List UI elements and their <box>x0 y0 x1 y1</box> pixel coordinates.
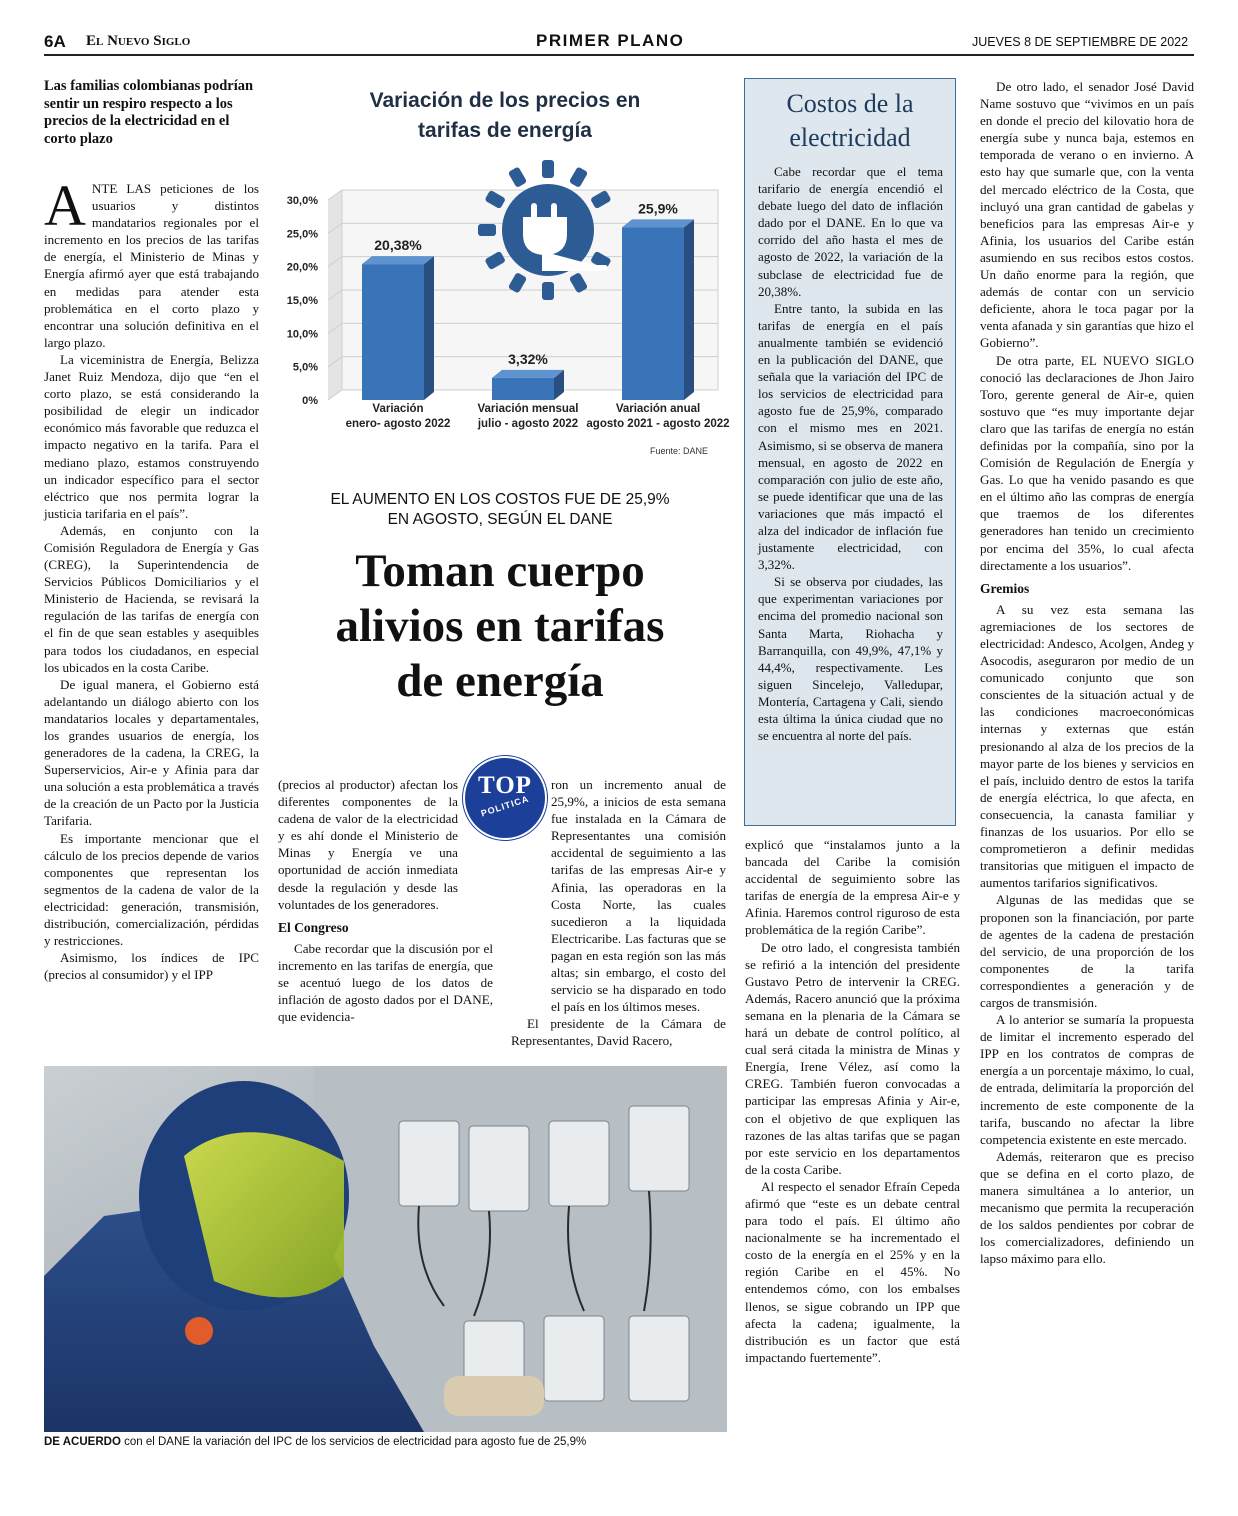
subhead-gremios: Gremios <box>980 580 1030 596</box>
paragraph: ANTE LAS peticiones de los usuarios y distintos mandatarios regionales por el incremento en los precios de las tarifas de energía, el Ministerio de Minas y Energía afirmó ayer que está trabajando en medidas para atender esta problemática en el corto plazo y encontrar una solución definitiva en el largo plazo. <box>44 173 259 350</box>
bar-side <box>684 219 694 400</box>
paragraph: Entre tanto, la subida en las tarifas de energía en el país anualmente también se evidenció en la publicación del DANE, que señala que la variación del IPC de los servicios de electricidad para agosto fue de 25,9%, comparado con el mismo mes en 2021. Asimismo, si se observa de manera mensual, en agosto de 2022 en comparación con julio de este año, se puede identificar que una de las variaciones que más impactó el alza del indicador de inflación fue justamente electricidad, con 3,32%. <box>758 300 943 573</box>
chart-source: Fuente: DANE <box>649 446 708 456</box>
badge-top: TOP <box>478 772 532 799</box>
paragraph: explicó que “instalamos junto a la bancada del Caribe la comisión accidental de seguimiento sobre las tarifas de energía de la empresa Air-e y Afinia. Haremos control riguroso de esta problemática de la región Caribe”. <box>745 837 960 938</box>
paragraph: Si se observa por ciudades, las que experimentan variaciones por encima del promedio nacional son Santa Marta, Riohacha y Barranquilla, con 49,9%, 47,1% y 44,4%, respectivamente. Les siguen Sincelejo, Valledupar, Montería, Cartagena y Cali, siendo esta última la única ciudad que no se encuentra al norte del país. <box>758 574 943 744</box>
subhead-el-congreso: El Congreso <box>278 919 349 935</box>
paragraph: Algunas de las medidas que se proponen son la financiación, por parte de agentes de la cadena de prestación del servicio, de una proporción de los componentes de la tarifa correspondientes a generación y de cargos de transmisión. <box>980 892 1194 1010</box>
paragraph: Al respecto el senador Efraín Cepeda afirmó que “este es un debate central para todo el país. El último año nacionalmente se ha incrementado el costo de la energía en el 25% y en la región Caribe en el 45%. No entendemos cómo, con los embalses llenos, se sigue cobrando un IPP que afecta la cadena; igualmente, la distribución es un factor que está impactando fuertemente”. <box>745 1178 960 1365</box>
y-tick-label: 25,0% <box>286 228 318 241</box>
paragraph: De otra parte, EL NUEVO SIGLO conoció las declaraciones de Jhon Jairo Toro, gerente general de Air-e, quien sostuvo que “es muy importante dejar claro que las tarifas de energía no están definidas por la compañía, sino por la Comisión de Regulación de Energía y Gas. Lo que ha venido pasando es que en el último año las compras de energía que traemos de los diferentes generadores han tenido un crecimiento por encima del 35%, lo cual afecta directamente a los usuarios”. <box>980 352 1194 573</box>
headline-line: de energía <box>396 655 604 707</box>
y-tick-label: 10,0% <box>286 328 318 341</box>
column-4 <box>745 836 960 1366</box>
worker-photo-illustration <box>44 1066 727 1432</box>
paragraph: De otro lado, el congresista también se refirió a la intención del presidente Gustavo Petro de intervenir la CREG. Además, Racero anunció que la próxima semana en la plenaria de la Cámara se hará un debate de control político, al cual será citada la ministra de Minas y Energía, Irene Vélez, así como la CREG. También fueron convocadas a participar las empresas Afinia y Air-e, con el objetivo de que expliquen las razones de las altas tarifas que se pagan por este servicio en los departamentos de la costa Caribe. <box>745 939 960 1177</box>
section-title: PRIMER PLANO <box>536 31 685 50</box>
paragraph: La viceministra de Energía, Belizza Janet Ruiz Mendoza, dijo que “en el corto plazo, se está considerando la posibilidad de elegir un indicador económico más favorable que reduzca el impacto negativo en la tarifa. Para el mediano plazo, estamos construyendo un indicador específico para el sector eléctrico que nos permita lograr la justicia tarifaria en el país”. <box>44 351 259 521</box>
y-tick-label: 15,0% <box>286 295 318 307</box>
bar <box>492 378 554 400</box>
column-5 <box>980 78 1194 1267</box>
lead-kicker: Las familias colombianas podrían sentir un respiro respecto a los precios de la electricidad en el corto plazo <box>44 78 254 147</box>
category-label: agosto 2021 - agosto 2022 <box>586 418 730 430</box>
category-label: Variación anual <box>615 403 701 415</box>
bar-chart <box>278 140 738 470</box>
page-date: JUEVES 8 DE SEPTIEMBRE DE 2022 <box>972 35 1189 49</box>
bar-value-label: 20,38% <box>374 237 422 254</box>
sidebar-title <box>745 87 955 155</box>
paragraph: ron un incremento anual de 25,9%, a inicios de esta semana fue instalada en la Cámara de Representantes una comisión accidental de seguimiento a las tarifas de las empresas Air-e y Afinia, las operadoras en la Costa Norte, las cuales sucedieron a la liquidada Electricaribe. Las facturas que se pagan en esta región son las más altas; sin embargo, el costo del servicio se ha disparado en todo el país en los últimos meses. <box>551 777 726 1015</box>
bar-value-label: 25,9% <box>638 200 678 217</box>
paragraph: Cabe recordar que el tema tarifario de energía encendió el debate luego del dato de inflación dado por el DANE. En lo que va corrido del año hasta el mes de agosto de 2022, la variación de la subclase de electricidad fue de 20,38%. <box>758 164 943 299</box>
paragraph: Es importante mencionar que el cálculo de los precios depende de varios componentes que representan los segmentos de la cadena de valor de la electricidad: generación, transmisión, distribución, comercialización, pérdidas y restricciones. <box>44 830 259 949</box>
column-1 <box>44 173 259 983</box>
headline-kicker <box>300 490 700 530</box>
bar <box>622 227 684 400</box>
category-label: enero- agosto 2022 <box>345 418 451 430</box>
category-label: julio - agosto 2022 <box>477 418 579 430</box>
photo-caption <box>44 1436 734 1448</box>
paragraph: El presidente de la Cámara de Representantes, David Racero, <box>511 1016 726 1049</box>
kicker-line: EN AGOSTO, SEGÚN EL DANE <box>387 511 613 528</box>
badge-bottom: POLITICA <box>479 793 531 819</box>
paragraph: Cabe recordar que la discusión por el incremento en las tarifas de energía, que se acentuó luego de los datos de inflación de agosto dados por el DANE, que evidencia- <box>278 940 493 1025</box>
drop-cap: A <box>44 173 86 238</box>
bar-top <box>362 256 434 264</box>
sidebar-text <box>758 163 943 744</box>
category-label: Variación <box>372 403 424 415</box>
headline-line: alivios en tarifas <box>335 600 665 652</box>
bar-side <box>424 256 434 400</box>
paragraph: (precios al productor) afectan los diferentes componentes de la cadena de valor de la electricidad y es ahí donde el Ministerio de Minas y Energía ve una oportunidad de acción inmediata desde la regulación y desde las voluntades de los generadores. <box>278 777 458 912</box>
paragraph: A su vez esta semana las agremiaciones de los sectores de electricidad: Andesco, Acolgen, Andeg y Asocodis, aseguraron por medio de un comunicado conjunto que son conscientes de la situación actual y de las condiciones macroeconómicas internas y externas que están presionando al alza de los precios de la mayor parte de los bienes y servicios en el país, incluido dentro de estos la tarifa de energía eléctrica, lo que afecta, en consecuencia, la canasta familiar y finanzas de los usuarios. Por ello se comprometieron a definir medidas transitorias que mitiguen el impacto de aumentos tarifarios significativos. <box>980 601 1194 891</box>
paragraph: A lo anterior se sumaría la propuesta de limitar el incremento esperado del IPP en los contratos de compras de energía a un porcentaje máximo, lo cual, de entrada, delimitaría la proporción del incremento de este componente de la tarifa, buscando no afectar la libre competencia existente en este mercado. <box>980 1012 1194 1147</box>
y-tick-label: 5,0% <box>292 361 318 374</box>
bar-top <box>622 219 694 227</box>
article-photo <box>44 1066 727 1432</box>
header-rule <box>44 54 1194 56</box>
sidebar-box <box>744 78 956 826</box>
paragraph: Además, en conjunto con la Comisión Reguladora de Energía y Gas (CREG), la Superintendencia de Servicios Públicos Domiciliarios y el Ministerio de Hacienda, se revisará la regulación de las tarifas de energía con el fin de que sean estables y asequibles para todos los ciudadanos, en especial los ubicados en la costa Caribe. <box>44 522 259 675</box>
y-tick-label: 20,0% <box>286 261 318 274</box>
bar-value-label: 3,32% <box>508 350 548 367</box>
paragraph: Además, reiteraron que es preciso que se defina en el corto plazo, de manera simultánea a lo anterior, un mecanismo que permita la recuperación de los saldos pendientes por cobrar de los comercializadores, definiendo un lapso máximo para ello. <box>980 1148 1194 1267</box>
category-label: Variación mensual <box>477 403 579 415</box>
page-number: 6A <box>44 32 66 51</box>
bar-top <box>492 370 564 378</box>
headline <box>282 544 718 709</box>
column-2 <box>278 776 493 1025</box>
headline-line: Toman cuerpo <box>355 545 645 597</box>
paragraph: Asimismo, los índices de IPC (precios al consumidor) y el IPP <box>44 950 259 983</box>
bar <box>362 264 424 400</box>
paragraph: De igual manera, el Gobierno está adelantando un diálogo abierto con los mandatarios locales y departamentales, los grandes usuarios de energía, los generadores de la cadena, la CREG, la Superservicios, Air-e y Afinia para dar una solución a esta problemática a través de la creación de un Pacto por la Justicia Tarifaria. <box>44 676 259 829</box>
column-3 <box>511 776 726 1050</box>
caption-text: con el DANE la variación del IPC de los servicios de electricidad para agosto fue de 25,9% <box>120 1436 587 1448</box>
y-tick-label: 30,0% <box>286 195 318 207</box>
publication-name: El Nuevo Siglo <box>86 33 191 49</box>
caption-lead: DE ACUERDO <box>44 1436 121 1448</box>
sidebar-title-line: Costos de la <box>786 89 914 118</box>
chart-title: Variación de los precios en tarifas de energía <box>369 89 641 142</box>
paragraph: De otro lado, el senador José David Name sostuvo que “vivimos en un país en donde el precio del kilovatio hora de energía sube y nunca baja, estemos en temporada de verano o en invierno. A esto hay que sumarle que, con la venta del mercado eléctrico de la Costa, que incluyó una gran cantidad de gabelas y beneficios para las empresas Air-e y Afinia, los usuarios del Caribe están asumiendo en sus recibos estos costos. Un daño enorme para la región, que además de contar con un servicio deficiente, ahora le toca pagar por la venta afanada y sin garantías que hizo el Gobierno”. <box>980 79 1194 351</box>
sidebar-title-line: electricidad <box>789 123 911 152</box>
y-tick-label: 0% <box>302 395 318 407</box>
kicker-line: EL AUMENTO EN LOS COSTOS FUE DE 25,9% <box>330 491 670 508</box>
